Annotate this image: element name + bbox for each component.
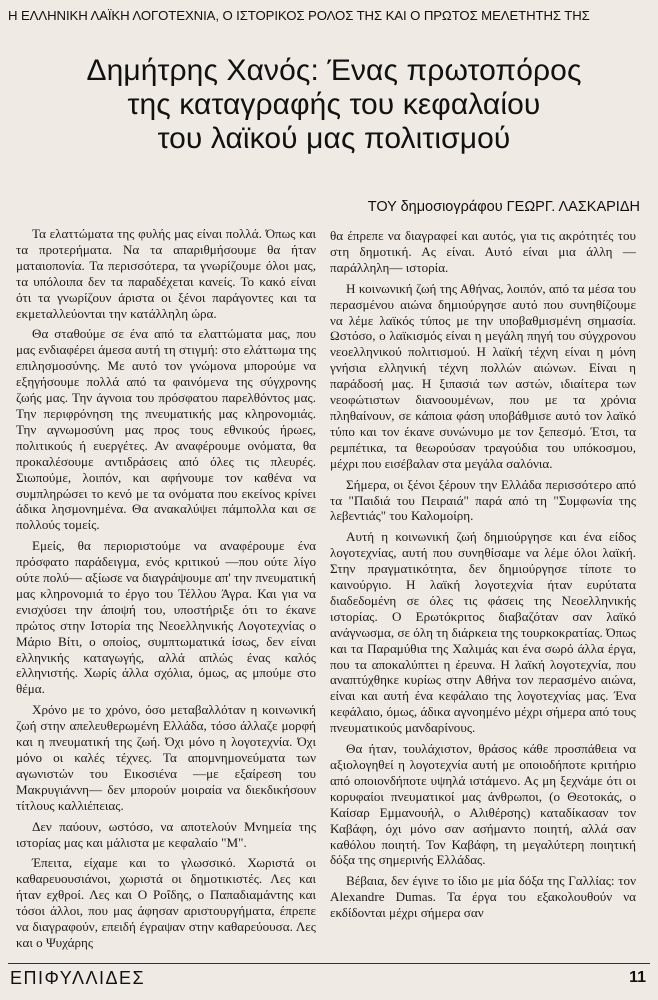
paragraph: θα έπρεπε να διαγραφεί και αυτός, για τις ακρότητές του στη δημοτική. Ας είναι. Αυτό είναι μια άλλη —παράλληλη— ιστορία. xyxy=(330,228,636,275)
page-footer xyxy=(8,963,650,990)
section-heading: Η ΕΛΛΗΝΙΚΗ ΛΑΪΚΗ ΛΟΓΟΤΕΧΝΙΑ, Ο ΙΣΤΟΡΙΚΟΣ ΡΟΛΟΣ ΤΗΣ ΚΑΙ Ο ΠΡΩΤΟΣ ΜΕΛΕΤΗΤΗΣ ΤΗΣ xyxy=(8,8,590,23)
publication-name: ΕΠΙΦΥΛΛΙΔΕΣ xyxy=(10,968,146,988)
paragraph: Αυτή η κοινωνική ζωή δημιούργησε και ένα είδος λογοτεχνίας, αυτή που συνηθίσαμε να λέμε όλοι λαϊκή. Στην πραγματικότητα, δεν δημιούργησε τίποτε το καινούργιο. Η λαϊκή λογοτεχνία ήταν ευρύτατα διαδεδομένη σε όλες τις φάσεις της Νεοελληνικής ιστορίας. Ο Ερωτόκριτος διαβαζόταν σαν λαϊκό ανάγνωσμα, σε όλη τη διάρκεια της τουρκοκρατίας. Όπως και τα Παραμύθια της Χαλιμάς και ένα σωρό άλλα έργα, που τα αποκαλύπτει η έρευνα. Η λαϊκή λογοτεχνία, που αναπτύχθηκε κυρίως στην Αθήνα τον περασμένο αιώνα, είναι και αυτή ένα κεφάλαιο της λογοτεχνίας μας. Ένα κεφάλαιο, όμως, άδικα αγνοημένο μέχρι σήμερα από τους πνευματικούς μανδαρίνους. xyxy=(330,529,636,736)
article-title xyxy=(40,54,628,156)
paragraph: Βέβαια, δεν έγινε το ίδιο με μία δόξα της Γαλλίας: τον Alexandre Dumas. Τα έργα του εξακολουθούν να εκδίδονται μέχρι σήμερα σαν xyxy=(330,873,636,921)
page-number: 11 xyxy=(629,969,646,986)
title-line-1: Δημήτρης Χανός: Ένας πρωτοπόρος xyxy=(86,54,582,87)
title-line-3: του λαϊκού μας πολιτισμού xyxy=(157,122,511,155)
paragraph: Σήμερα, οι ξένοι ξέρουν την Ελλάδα περισσότερο από τα "Παιδιά του Πειραιά" παρά από τη "Συμφωνία της λεβεντιάς" του Καλομοίρη. xyxy=(330,476,636,524)
paragraph: Δεν παύουν, ωστόσο, να αποτελούν Μνημεία της ιστορίας μας και μάλιστα με κεφαλαίο "Μ". xyxy=(16,818,316,850)
paragraph: Η κοινωνική ζωή της Αθήνας, λοιπόν, από τα μέσα του περασμένου αιώνα δημιούργησε αυτό που συνηθίζουμε να λέμε λαϊκός τύπος με την υποβαθμισμένη σημασία. Ωστόσο, ο λαϊκισμός είναι η μεγάλη πηγή του σύγχρονου νεοελληνικού πολιτισμού. Η λαϊκή τέχνη είναι η μόνη γνήσια ελληνική τέχνη πολλών αιώνων. Είναι η παράδοσή μας. Η ξιπασιά των αστών, ιδιαίτερα των νεοφώτιστων διανοουμένων, που με τα χρόνια πληθαίνουν, σε κάποια φάση υποβάθμισε αυτό τον λαϊκό τύπο και τον έκανε συνώνυμο με τον ξεπεσμό. Έτσι, τα ρεμπέτικα, τα θεωρούσαν τραγούδια του υπόκοσμου, μέχρι που εισέβαλαν στα μεγάλα σαλόνια. xyxy=(330,280,636,471)
paragraph: Εμείς, θα περιοριστούμε να αναφέρουμε ένα πρόσφατο παράδειγμα, ενός κριτικού —που ούτε λίγο ούτε πολύ— αξίωσε να διαγράψουμε απ' την πνευματική μας κληρονομιά το έργο του Τέλλου Άγρα. Και για να ενισχύσει την άποψή του, υποστήριξε ότι το έκανε πρώτος στην Ιστορία της Νεοελληνικής Λογοτεχνίας ο Μάριο Βίτι, ο οποίος, συμπτωματικά ίσως, δεν είναι ελληνικής καταγωγής, αλλά απλώς ένας καλός ελληνιστής. Χωρίς άλλα σχόλια, όμως, ας μπούμε στο θέμα. xyxy=(16,538,316,697)
title-line-2: της καταγραφής του κεφαλαίου xyxy=(127,88,541,121)
paragraph: Χρόνο με το χρόνο, όσο μεταβαλλόταν η κοινωνική ζωή στην απελευθερωμένη Ελλάδα, τόσο άλλαζε μορφή και η πνευματική της ζωή. Όχι μόνο η λογοτεχνία. Όχι μόνο οι καλές τέχνες. Τα απομνημονεύματα των αγωνιστών του Εικοσιένα —με εξαίρεση του Μακρυγιάννη— δεν μπορούν μοιραία να διεκδικήσουν τίτλους καλλιέπειας. xyxy=(16,702,316,813)
paragraph: Έπειτα, είχαμε και το γλωσσικό. Χωριστά οι καθαρευουσιάνοι, χωριστά οι δημοτικιστές. Λες και ήταν εχθροί. Λες και Ο Ροΐδης, ο Παπαδιαμάντης και τόσοι άλλοι, που μας άφησαν αριστουργήματα, έπρεπε να διαγραφούν, επειδή έγραψαν στην καθαρεύουσα. Λες και ο Ψυχάρης xyxy=(16,855,316,950)
paragraph: Τα ελαττώματα της φυλής μας είναι πολλά. Όπως και τα προτερήματα. Να τα απαριθμήσουμε θα ήταν ματαιοπονία. Τα περισσότερα, τα γνωρίζουμε όλοι μας, τα υπόλοιπα δεν τα παραδέχεται κανείς. Το κακό είναι ότι τα γνωρίζουν άριστα οι ξένοι παράγοντες και τα εκμεταλλεύονται την κατάλληλη ώρα. xyxy=(16,226,316,321)
left-column xyxy=(16,226,316,956)
author-byline: ΤΟΥ δημοσιογράφου ΓΕΩΡΓ. ΛΑΣΚΑΡΙΔΗ xyxy=(367,199,640,215)
paragraph: Θα σταθούμε σε ένα από τα ελαττώματα μας, που μας ενδιαφέρει άμεσα αυτή τη στιγμή: στο ελάττωμα της επιλησμοσύνης. Με αυτό τον γνώμονα μπορούμε να εξηγήσουμε πολλά από τα φαινόμενα της σύγχρονης ζωής μας. Την άγνοια του πρόσφατου παρελθόντος μας. Την περιφρόνηση της πνευματικής μας κληρονομιάς. Την αγνωμοσύνη μας προς τους εθνικούς ήρωες, πολιτικούς ή ευεργέτες. Αν αναφέρουμε ονόματα, θα προκαλέσουμε αντιδράσεις από όλες τις πλευρές. Σιωπούμε, λοιπόν, και αφήνουμε τον καθένα να συμπληρώσει το κενό με τα ονόματα που εκείνος κρίνει άδικα λησμονημένα. Θα ανακαλύψει πάμπολλα και σε πολλούς τομείς. xyxy=(16,326,316,533)
paragraph: Θα ήταν, τουλάχιστον, θράσος κάθε προσπάθεια να αξιολογηθεί η λογοτεχνία αυτή με οποιοδήποτε κριτήριο από οποιονδήποτε υψηλά ιστάμενο. Ας μη ξεχνάμε ότι οι κορυφαίοι πνευματικοί μας άνθρωποι, (ο Θεοτοκάς, ο Καίσαρ Εμμανουήλ, ο Αλιθέρσης) καταδίκασαν τον Καβάφη, όχι μόνο σαν ασήμαντο ποιητή, αλλά σαν καθόλου ποιητή. Τον Καβάφη, τη μεγαλύτερη ποιητική δόξα της σημερινής Ελλάδας. xyxy=(330,741,636,868)
right-column xyxy=(330,228,636,926)
